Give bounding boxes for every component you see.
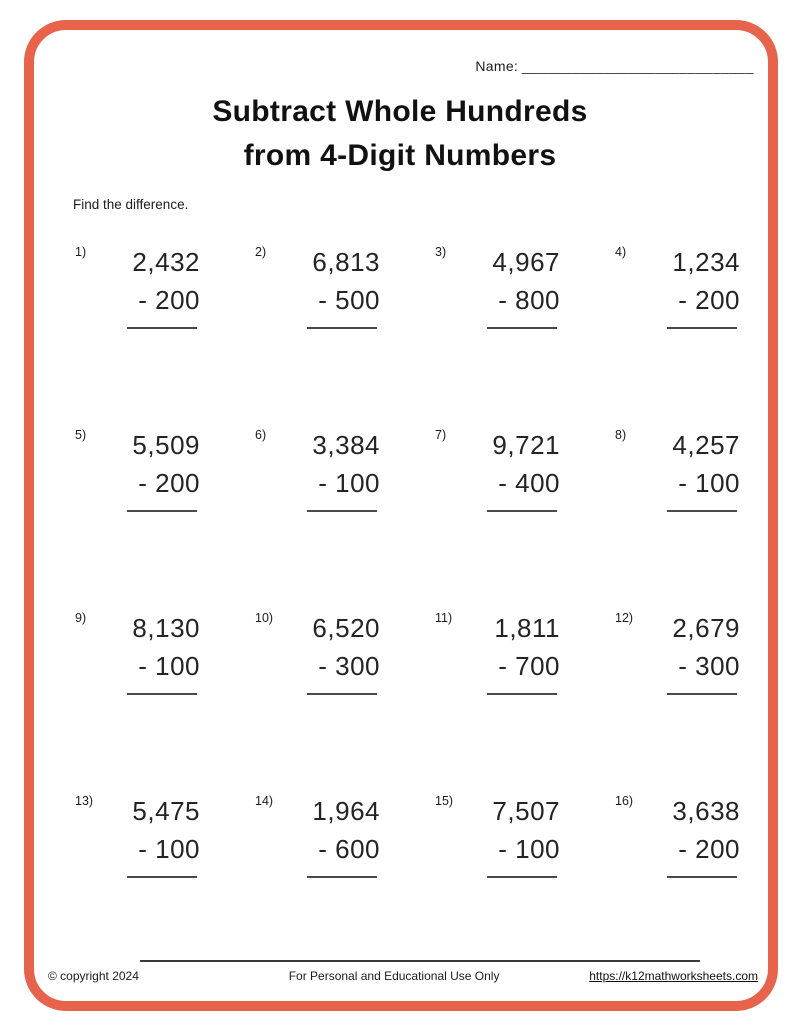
page-title [0,90,800,178]
problem-number: 16) [615,794,634,808]
subtrahend: - 200 [678,285,740,315]
problem-number: 4) [615,245,627,259]
answer-line [127,502,197,512]
problem-work [274,426,380,512]
subtrahend: - 800 [498,285,560,315]
problem-number: 9) [75,611,87,625]
problem-work [281,792,380,878]
answer-line [667,319,737,329]
copyright-text: © copyright 2024 [48,969,139,983]
problem-work [641,792,740,878]
subtrahend: - 100 [318,468,380,498]
answer-line [487,685,557,695]
problem-10 [255,609,380,792]
problem-number: 10) [255,611,274,625]
subtrahend: - 200 [138,285,200,315]
minuend: 3,384 [312,430,380,460]
footer [48,969,758,983]
problem-work [454,243,560,329]
answer-line [487,868,557,878]
minuend: 2,432 [132,247,200,277]
minuend: 2,679 [672,613,740,643]
minuend: 4,257 [672,430,740,460]
problem-work [634,426,740,512]
problem-work [94,426,200,512]
minuend: 7,507 [492,796,560,826]
problem-number: 15) [435,794,454,808]
subtrahend: - 400 [498,468,560,498]
problem-number: 2) [255,245,267,259]
minuend: 6,520 [312,613,380,643]
subtrahend: - 200 [138,468,200,498]
answer-line [487,502,557,512]
subtrahend: - 600 [318,834,380,864]
answer-line [307,502,377,512]
problem-16 [615,792,740,975]
problem-8 [615,426,740,609]
page-title-line2: from 4-Digit Numbers [243,139,557,172]
answer-line [307,868,377,878]
answer-line [667,685,737,695]
problem-work [634,243,740,329]
problem-15 [435,792,560,975]
problem-6 [255,426,380,609]
problem-number: 13) [75,794,94,808]
answer-line [127,685,197,695]
answer-line [667,502,737,512]
problem-work [460,609,560,695]
problem-12 [615,609,740,792]
subtrahend: - 300 [678,651,740,681]
problem-work [461,792,560,878]
problem-1 [75,243,200,426]
problem-number: 8) [615,428,627,442]
subtrahend: - 100 [498,834,560,864]
problem-number: 11) [435,611,453,625]
problem-work [641,609,740,695]
minuend: 1,964 [312,796,380,826]
problem-work [101,792,200,878]
subtrahend: - 300 [318,651,380,681]
minuend: 5,509 [132,430,200,460]
answer-line [127,319,197,329]
footer-divider-line [140,960,700,962]
minuend: 9,721 [492,430,560,460]
problems-grid [75,243,795,975]
problem-number: 6) [255,428,267,442]
name-field [475,58,754,74]
problem-work [94,609,200,695]
page-title-line1: Subtract Whole Hundreds [212,95,588,128]
minuend: 1,234 [672,247,740,277]
problem-7 [435,426,560,609]
answer-line [127,868,197,878]
minuend: 1,811 [494,613,560,643]
instruction-text: Find the difference. [73,197,189,212]
problem-2 [255,243,380,426]
subtrahend: - 200 [678,834,740,864]
website-link[interactable]: https://k12mathworksheets.com [589,969,758,983]
problem-14 [255,792,380,975]
problem-number: 14) [255,794,274,808]
answer-line [307,319,377,329]
problem-9 [75,609,200,792]
usage-text: For Personal and Educational Use Only [288,969,500,983]
problem-number: 3) [435,245,447,259]
problem-5 [75,426,200,609]
minuend: 8,130 [132,613,200,643]
minuend: 4,967 [492,247,560,277]
answer-line [307,685,377,695]
answer-line [667,868,737,878]
subtrahend: - 700 [498,651,560,681]
minuend: 5,475 [132,796,200,826]
problem-work [281,609,380,695]
minuend: 6,813 [312,247,380,277]
problem-number: 1) [75,245,87,259]
answer-line [487,319,557,329]
problem-11 [435,609,560,792]
problem-3 [435,243,560,426]
name-blank-line: ____________________________ [521,58,754,74]
subtrahend: - 100 [138,834,200,864]
problem-number: 12) [615,611,634,625]
problem-work [94,243,200,329]
problem-number: 5) [75,428,87,442]
problem-work [454,426,560,512]
name-label: Name: [475,58,519,74]
problem-4 [615,243,740,426]
problem-13 [75,792,200,975]
subtrahend: - 100 [138,651,200,681]
problem-number: 7) [435,428,447,442]
problem-work [274,243,380,329]
subtrahend: - 100 [678,468,740,498]
subtrahend: - 500 [318,285,380,315]
minuend: 3,638 [672,796,740,826]
